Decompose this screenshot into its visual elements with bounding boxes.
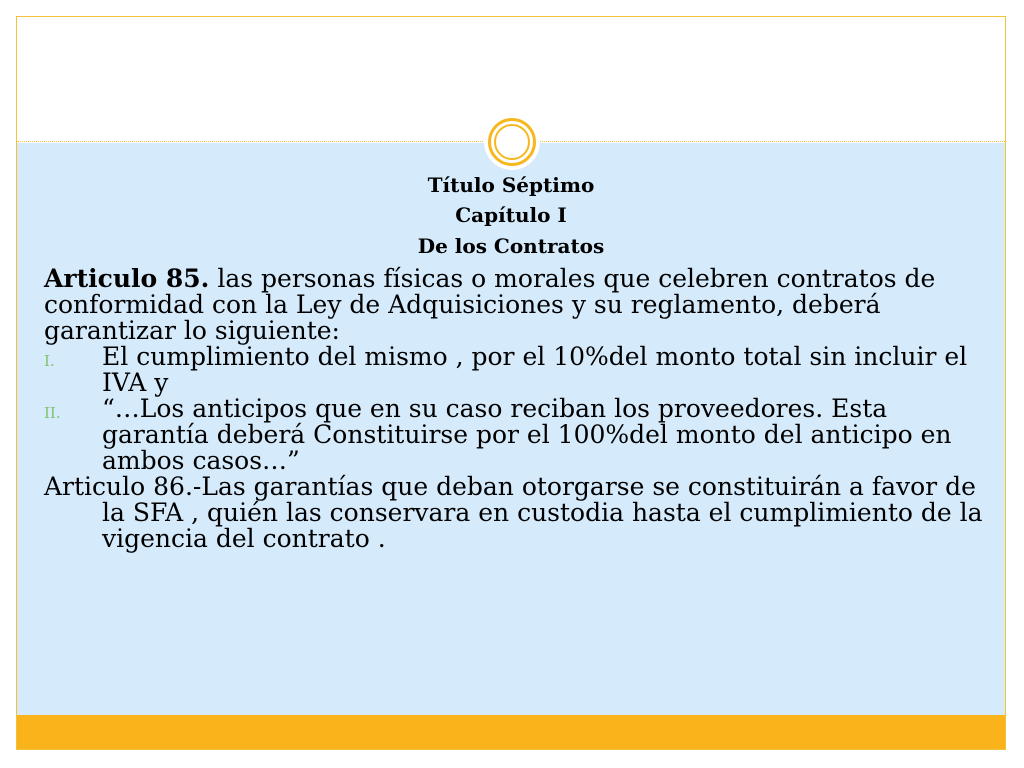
list-marker: I. — [44, 352, 55, 370]
list-item — [44, 344, 994, 396]
list-item — [44, 396, 994, 474]
title-heading: Título Séptimo — [427, 173, 595, 197]
ornament-inner-ring — [494, 124, 530, 160]
list-item-text: El cumplimiento del mismo , por el 10%del monto total sin incluir el IVA y — [102, 342, 968, 397]
circle-ornament-icon — [484, 114, 540, 170]
section-heading: De los Contratos — [417, 234, 605, 258]
article-85-label: Articulo 85. — [44, 264, 210, 293]
chapter-heading: Capítulo I — [455, 203, 567, 227]
bottom-band — [17, 715, 1005, 749]
slide-body — [44, 266, 994, 552]
list-marker: II. — [44, 404, 61, 422]
list-item-text: “…Los anticipos que en su caso reciban los proveedores. Esta garantía deberá Constituirse por el 100%del monto del anticipo en ambos casos…” — [102, 394, 952, 475]
article-86-paragraph: Articulo 86.-Las garantías que deban otorgarse se constituirán a favor de la SFA , quién las conservara en custodia hasta el cumplimiento de la vigencia del contrato . — [44, 472, 983, 553]
article-85-text: las personas físicas o morales que celebren contratos de conformidad con la Ley de Adquisiciones y su reglamento, deberá garantizar lo siguiente: — [44, 264, 936, 345]
article-85-paragraph — [44, 266, 994, 344]
